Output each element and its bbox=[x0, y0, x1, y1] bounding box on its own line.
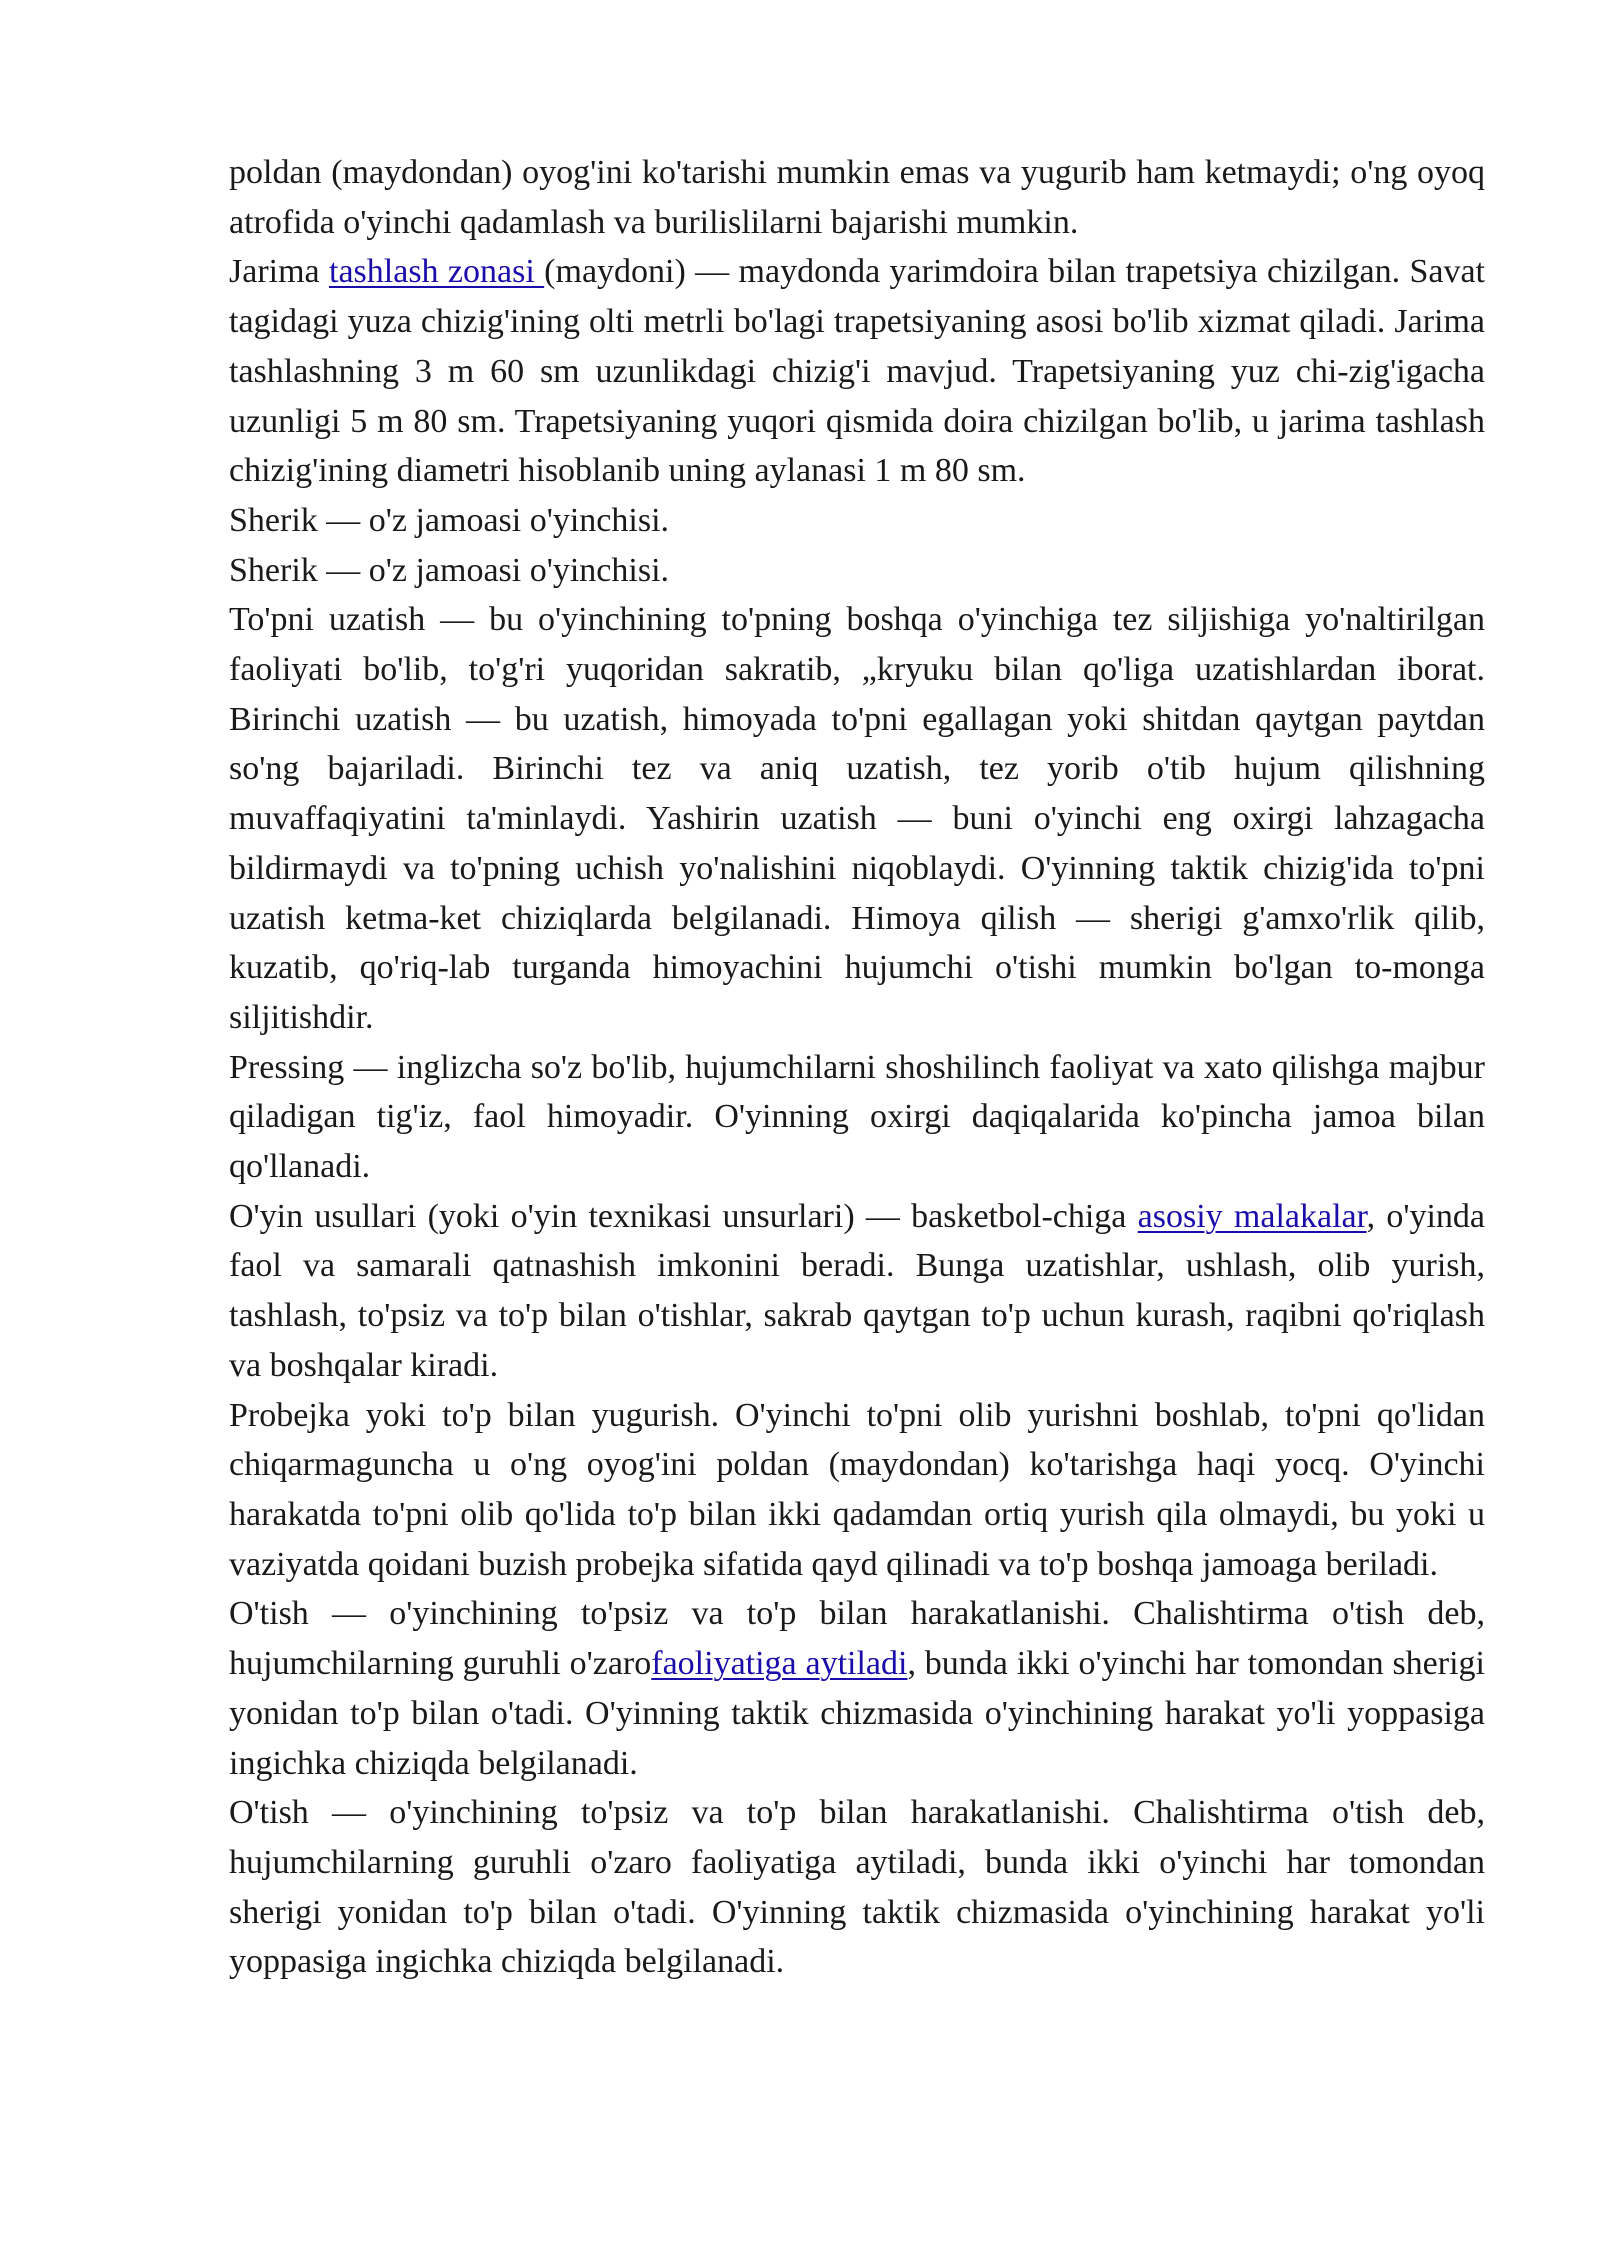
paragraph-2 bbox=[229, 247, 1485, 496]
paragraph-text: O'tish — o'yinchining to'psiz va to'p bilan harakatlanishi. Chalishtirma o'tish deb, hujumchilarning guruhli o'zaro faoliyatiga aytiladi, bunda ikki o'yinchi har tomondan sherigi yonidan to'p bilan o'tadi. O'yinning taktik chizmasida o'yinchining harakat yo'li yoppasiga ingichka chiziqda belgilanadi. bbox=[229, 1794, 1485, 1981]
paragraph-1 bbox=[229, 148, 1485, 247]
paragraph-text: O'tish — o'yinchining to'psiz va to'p bilan harakatlanishi. Chalishtirma o'tish deb, hujumchilarning guruhli o'zaro bbox=[229, 1595, 1485, 1683]
paragraph-10 bbox=[229, 1788, 1485, 1987]
paragraph-7 bbox=[229, 1192, 1485, 1391]
paragraph-text: To'pni uzatish — bu o'yinchining to'pning boshqa o'yinchiga tez siljishiga yo'naltirilgan faoliyati bo'lib, to'g'ri yuqoridan sakratib, „kryuku bilan qo'liga uzatishlardan iborat. Birinchi uzatish — bu uzatish, himoyada to'pni egallagan yoki shitdan qaytgan paytdan so'ng bajariladi. Birinchi tez va aniq uzatish, tez yorib o'tib hujum qilishning muvaffaqiyatini ta'minlaydi. Yashirin uzatish — buni o'yinchi eng oxirgi lahzagacha bildirmaydi va to'pning uchish yo'nalishini niqoblaydi. O'yinning taktik chizig'ida to'pni uzatish ketma-ket chiziqlarda belgilanadi. Himoya qilish — sherigi g'amxo'rlik qilib, kuzatib, qo'riq-lab turganda himoyachini hujumchi o'tishi mumkin bo'lgan to-monga siljitishdir. bbox=[229, 601, 1485, 1036]
paragraph-text: poldan (maydondan) oyog'ini ko'tarishi mumkin emas va yugurib ham ketmaydi; o'ng oyoq atrofida o'yinchi qadamlash va burilislilarni bajarishi mumkin. bbox=[229, 154, 1485, 241]
paragraph-3 bbox=[229, 496, 1485, 546]
paragraph-text: Sherik — o'z jamoasi o'yinchisi. bbox=[229, 551, 670, 589]
paragraph-text: Pressing — inglizcha so'z bo'lib, hujumchilarni shoshilinch faoliyat va xato qilishga majbur qiladigan tig'iz, faol himoyadir. O'yinning oxirgi daqiqalarida ko'pincha jamoa bilan qo'llanadi. bbox=[229, 1048, 1485, 1186]
paragraph-9 bbox=[229, 1589, 1485, 1788]
paragraph-text: Probejka yoki to'p bilan yugurish. O'yinchi to'pni olib yurishni boshlab, to'pni qo'lidan chiqarmaguncha u o'ng oyog'ini poldan (maydondan) ko'tarishga haqi yocq. O'yinchi harakatda to'pni olib qo'lida to'p bilan ikki qadamdan ortiq yurish qila olmaydi, bu yoki u vaziyatda qoidani buzish probejka sifatida qayd qilinadi va to'p boshqa jamoaga beriladi. bbox=[229, 1396, 1485, 1583]
link-asosiy-malakalar[interactable]: asosiy malakalar bbox=[1137, 1197, 1367, 1235]
paragraph-text: , bunda ikki o'yinchi har tomondan sherigi yonidan to'p bilan o'tadi. O'yinning taktik chizmasida o'yinchining harakat yo'li yoppasiga ingichka chiziqda belgilanadi. bbox=[229, 1645, 1485, 1782]
paragraph-8 bbox=[229, 1391, 1485, 1590]
paragraph-text: O'yin usullari (yoki o'yin texnikasi unsurlari) — basketbol-chiga bbox=[229, 1197, 1138, 1235]
link-faoliyatiga-aytiladi[interactable]: faoliyatiga aytiladi bbox=[651, 1645, 908, 1683]
link-tashlash-zonasi[interactable]: tashlash zonasi bbox=[329, 253, 545, 291]
paragraph-text: (maydoni) — maydonda yarimdoira bilan trapetsiya chizilgan. Savat tagidagi yuza chizig'ining olti metrli bo'lagi trapetsiyaning asosi bo'lib xizmat qiladi. Jarima tashlashning 3 m 60 sm uzunlikdagi chizig'i mavjud. Trapetsiyaning yuz chi-zig'igacha uzunligi 5 m 80 sm. Trapetsiyaning yuqori qismida doira chizilgan bo'lib, u jarima tashlash chizig'ining diametri hisoblanib uning aylanasi 1 m 80 sm. bbox=[229, 253, 1486, 490]
paragraph-6 bbox=[229, 1043, 1485, 1192]
paragraph-text: Jarima bbox=[229, 253, 330, 291]
paragraph-text: Sherik — o'z jamoasi o'yinchisi. bbox=[229, 501, 670, 539]
paragraph-4 bbox=[229, 546, 1485, 596]
paragraph-text: , o'yinda faol va samarali qatnashish imkonini beradi. Bunga uzatishlar, ushlash, olib yurish, tashlash, to'psiz va to'p bilan o'tishlar, sakrab qaytgan to'p uchun kurash, raqibni qo'riqlash va boshqalar kiradi. bbox=[229, 1197, 1485, 1384]
document-page bbox=[229, 148, 1485, 1987]
paragraph-5 bbox=[229, 595, 1485, 1042]
